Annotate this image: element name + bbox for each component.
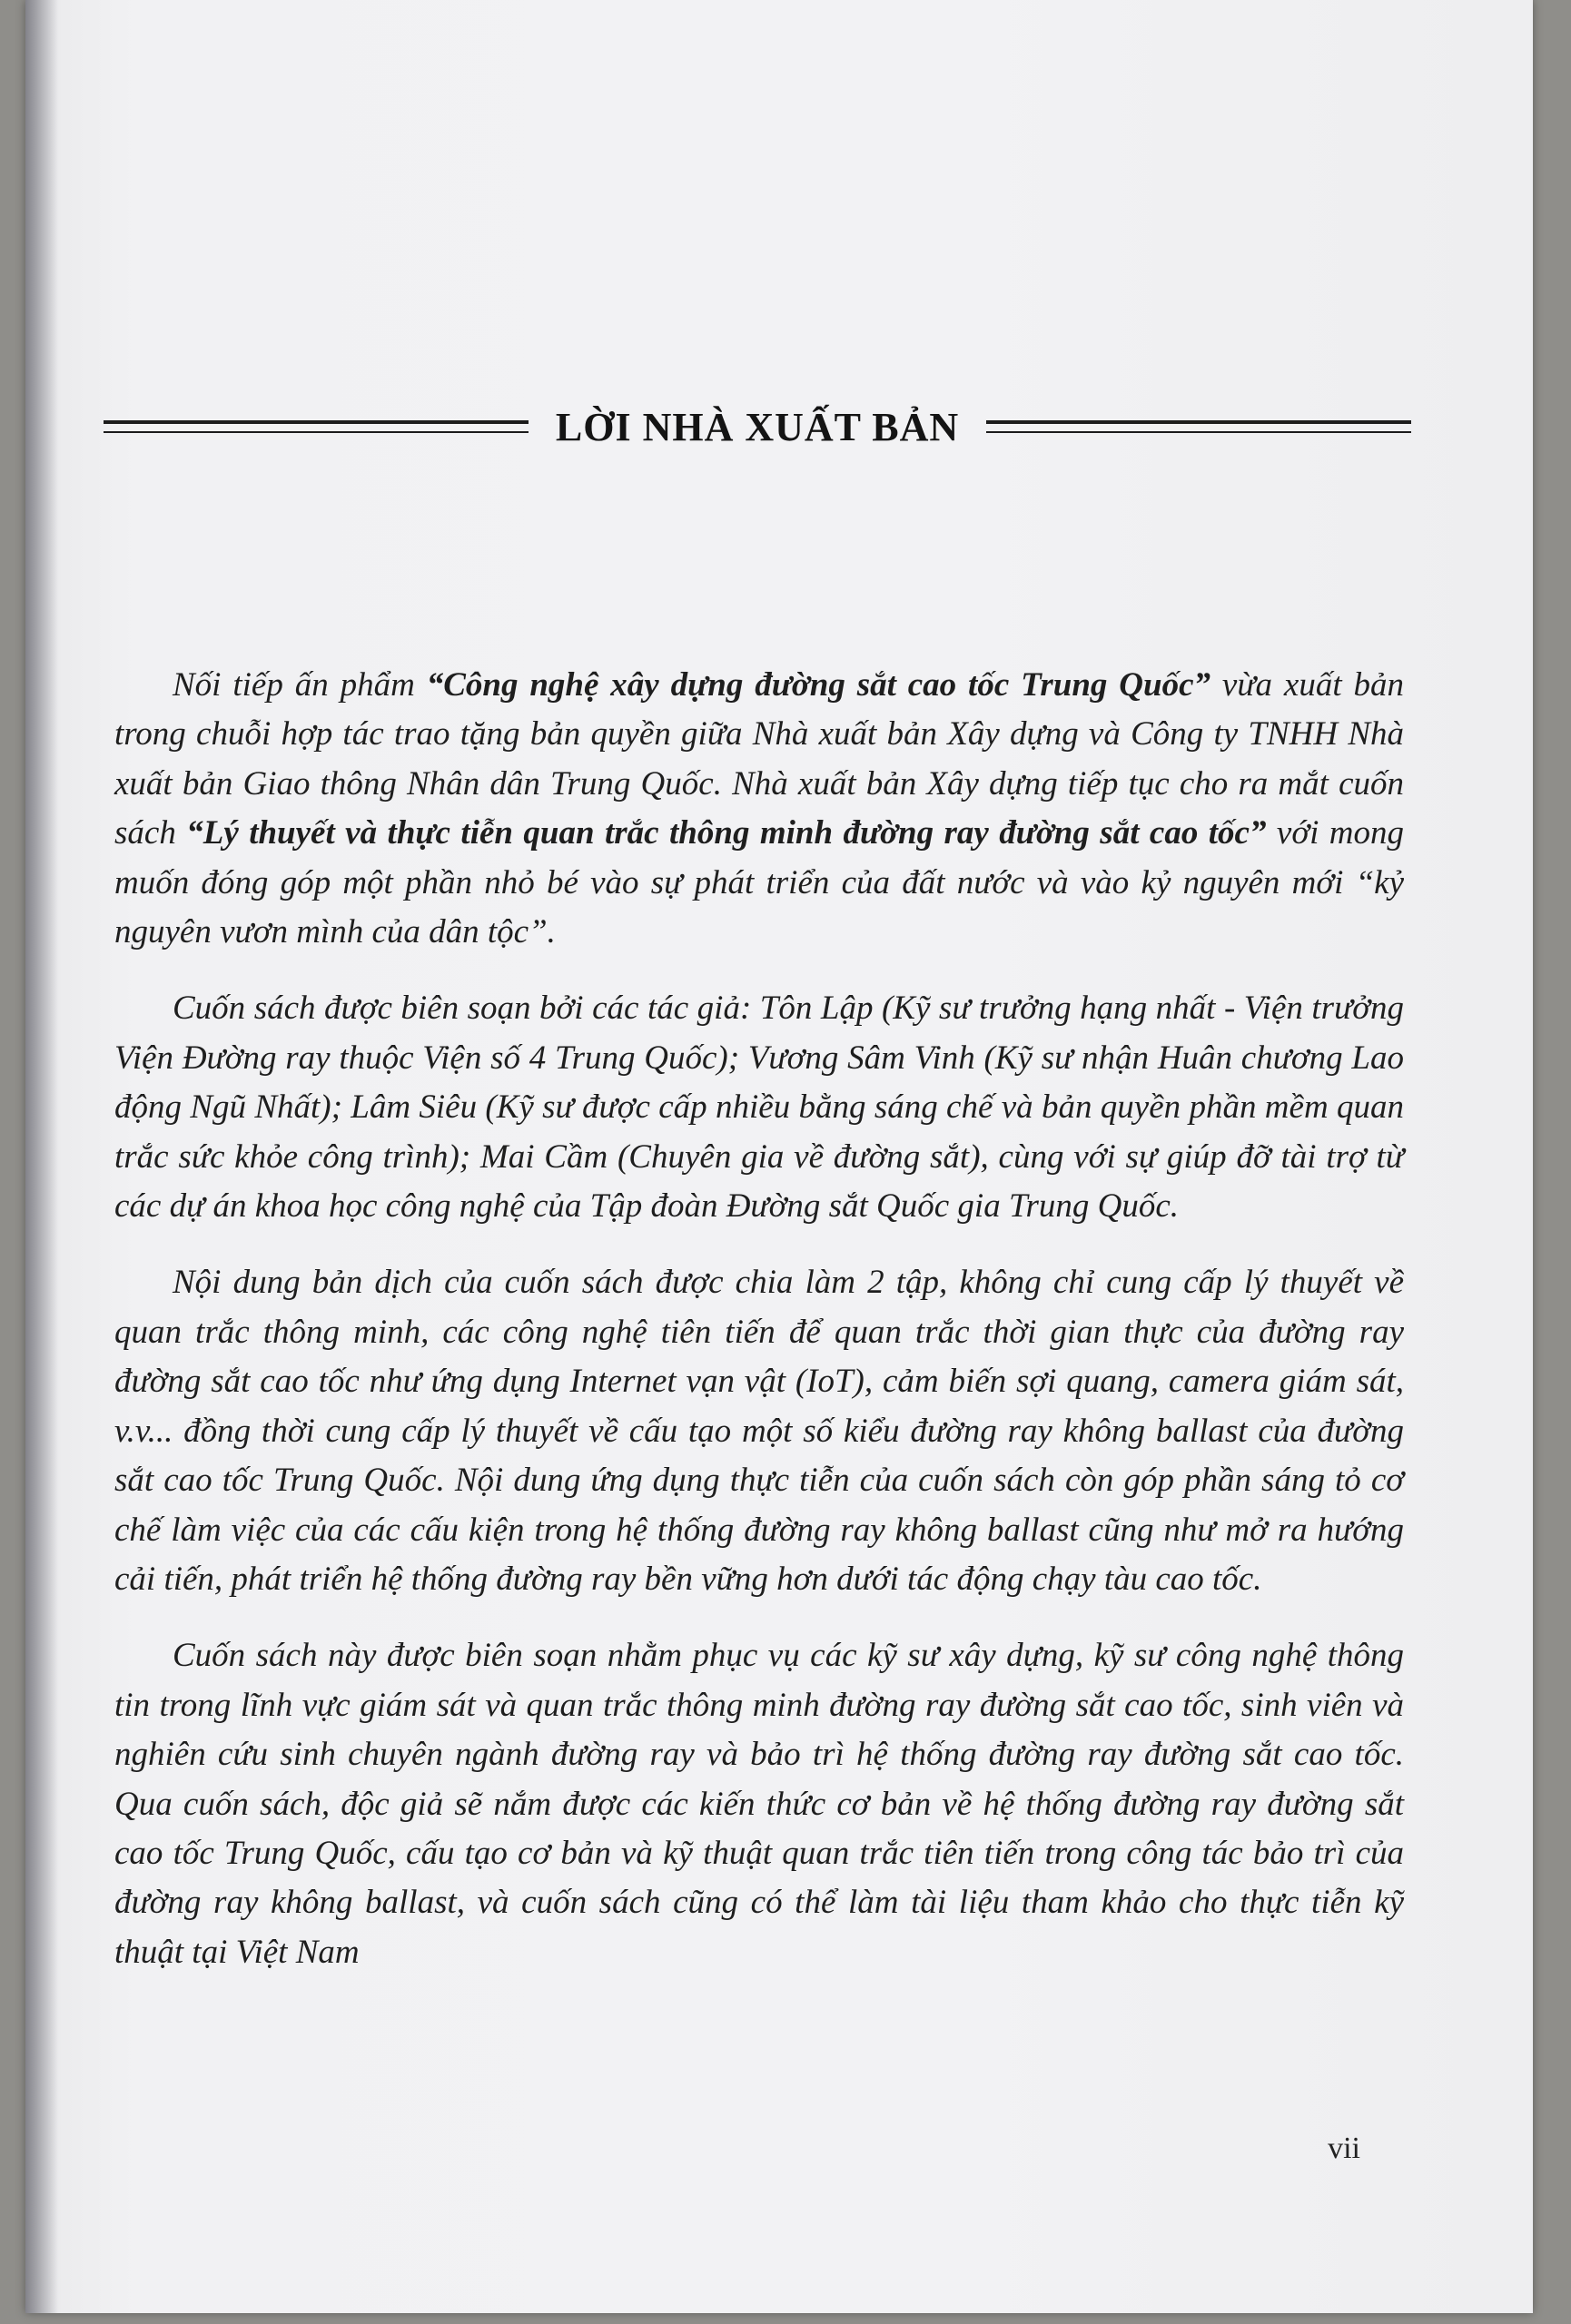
paragraph-1-part-1: Nối tiếp ấn phẩm (173, 666, 427, 704)
paragraph-1-part-2: vừa xuất bản trong chuỗi hợp tác trao tặng bản quyền giữa Nhà xuất bản Xây dựng và Công ty TNHH Nhà xuất bản Giao thông Nhân dân Trung Quốc. Nhà xuất bản Xây dựng tiếp tục cho ra mắt cuốn sách (114, 666, 1404, 852)
book-title-1: “Công nghệ xây dựng đường sắt cao tốc Trung Quốc” (426, 666, 1211, 704)
paragraph-4: Cuốn sách này được biên soạn nhằm phục vụ các kỹ sư xây dựng, kỹ sư công nghệ thông tin trong lĩnh vực giám sát và quan trắc thông minh đường ray đường sắt cao tốc, sinh viên và nghiên cứu sinh chuyên ngành đường ray và bảo trì hệ thống đường ray đường sắt cao tốc. Qua cuốn sách, độc giả sẽ nắm được các kiến thức cơ bản về hệ thống đường ray đường sắt cao tốc Trung Quốc, cấu tạo cơ bản và kỹ thuật quan trắc tiên tiến trong công tác bảo trì của đường ray không ballast, và cuốn sách cũng có thể làm tài liệu tham khảo cho thực tiễn kỹ thuật tại Việt Nam (114, 1637, 1404, 1971)
heading-row (104, 399, 1411, 454)
page-heading: LỜI NHÀ XUẤT BẢN (555, 404, 960, 449)
paragraph-3: Nội dung bản dịch của cuốn sách được chia làm 2 tập, không chỉ cung cấp lý thuyết về quan trắc thông minh, các công nghệ tiên tiến để quan trắc thời gian thực của đường ray đường sắt cao tốc như ứng dụng Internet vạn vật (IoT), cảm biến sợi quang, camera giám sát, v.v... đồng thời cung cấp lý thuyết về cấu tạo một số kiểu đường ray không ballast của đường sắt cao tốc Trung Quốc. Nội dung ứng dụng thực tiễn của cuốn sách còn góp phần sáng tỏ cơ chế làm việc của các cấu kiện trong hệ thống đường ray không ballast cũng như mở ra hướng cải tiến, phát triển hệ thống đường ray bền vững hơn dưới tác động chạy tàu cao tốc. (114, 1264, 1404, 1598)
body-text (114, 661, 1404, 2004)
heading-rule-right (986, 420, 1411, 433)
book-title-2: “Lý thuyết và thực tiễn quan trắc thông minh đường ray đường sắt cao tốc” (186, 814, 1267, 852)
book-page (25, 0, 1533, 2313)
paragraph-1-part-3: với mong muốn đóng góp một phần nhỏ bé vào sự phát triển của đất nước và vào kỷ nguyên mới “kỷ nguyên vươn mình của dân tộc”. (114, 814, 1404, 951)
paragraph-2: Cuốn sách được biên soạn bởi các tác giả: Tôn Lập (Kỹ sư trưởng hạng nhất - Viện trưởng Viện Đường ray thuộc Viện số 4 Trung Quốc); Vương Sâm Vinh (Kỹ sư nhận Huân chương Lao động Ngũ Nhất); Lâm Siêu (Kỹ sư được cấp nhiều bằng sáng chế và bản quyền phần mềm quan trắc sức khỏe công trình); Mai Cầm (Chuyên gia về đường sắt), cùng với sự giúp đỡ tài trợ từ các dự án khoa học công nghệ của Tập đoàn Đường sắt Quốc gia Trung Quốc. (114, 990, 1404, 1226)
heading-rule-left (104, 420, 529, 433)
paragraph-1 (114, 661, 1404, 957)
page-number: vii (1328, 2132, 1360, 2165)
spine-shadow (25, 0, 58, 2313)
